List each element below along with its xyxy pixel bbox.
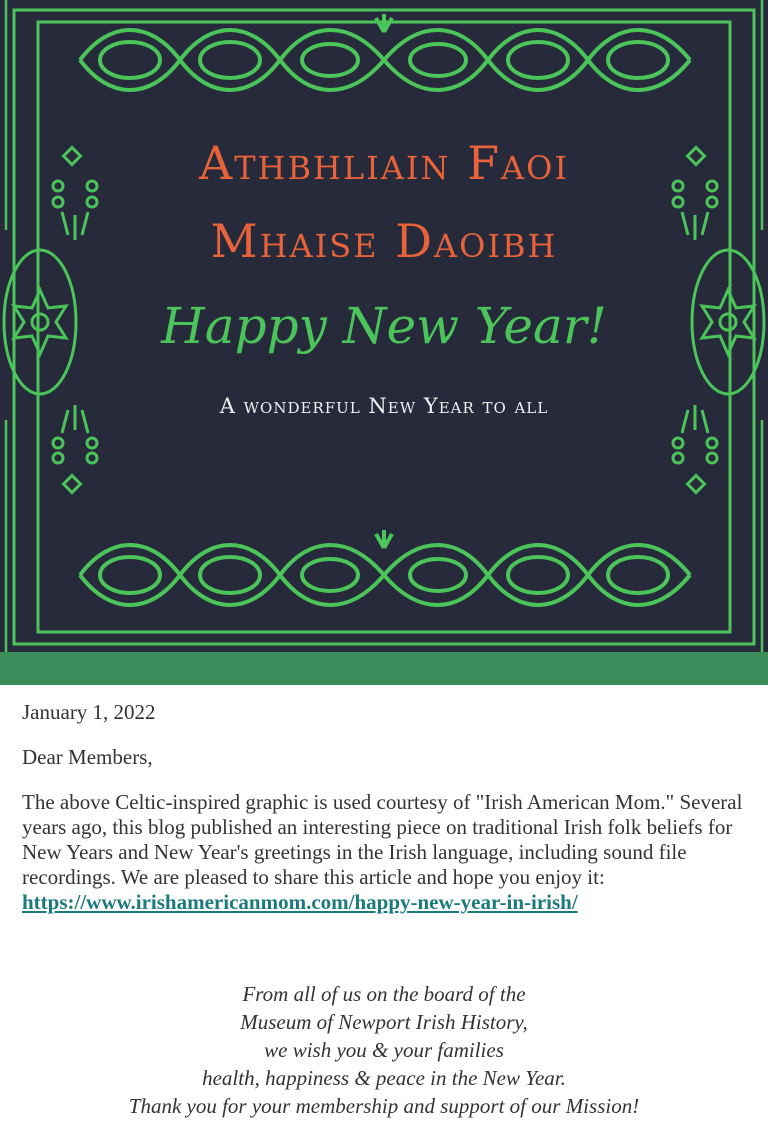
irish-greeting-line-1: Athbhliain Faoi — [198, 136, 570, 190]
closing-line-3: we wish you & your families — [264, 1038, 504, 1062]
article-link[interactable]: https://www.irishamericanmom.com/happy-new-year-in-irish/ — [22, 890, 578, 914]
divider-bar — [0, 652, 768, 685]
closing-line-2: Museum of Newport Irish History, — [240, 1010, 528, 1034]
closing-message — [0, 980, 768, 1120]
closing-line-4: health, happiness & peace in the New Year. — [202, 1066, 566, 1090]
top-knotwork — [80, 14, 690, 90]
letter-body-text: The above Celtic-inspired graphic is used courtesy of "Irish American Mom." Several years ago, this blog published an interesting piece on traditional Irish folk beliefs for New Years and New Year's greetings in the Irish language, including sound file recordings. We are pleased to share this article and hope you enjoy it: — [22, 790, 743, 889]
wonderful-new-year-subline: A wonderful New Year to all — [219, 394, 549, 418]
irish-greeting-line-2: Mhaise Daoibh — [210, 214, 558, 268]
happy-new-year-heading: Happy New Year! — [161, 297, 607, 355]
letter-content — [22, 700, 750, 915]
closing-line-1: From all of us on the board of the — [242, 982, 526, 1006]
letter-date: January 1, 2022 — [22, 700, 156, 724]
bottom-knotwork — [80, 530, 690, 605]
letter-body — [22, 790, 750, 915]
letter-greeting: Dear Members, — [22, 745, 153, 769]
closing-line-5: Thank you for your membership and support of our Mission! — [128, 1094, 640, 1118]
